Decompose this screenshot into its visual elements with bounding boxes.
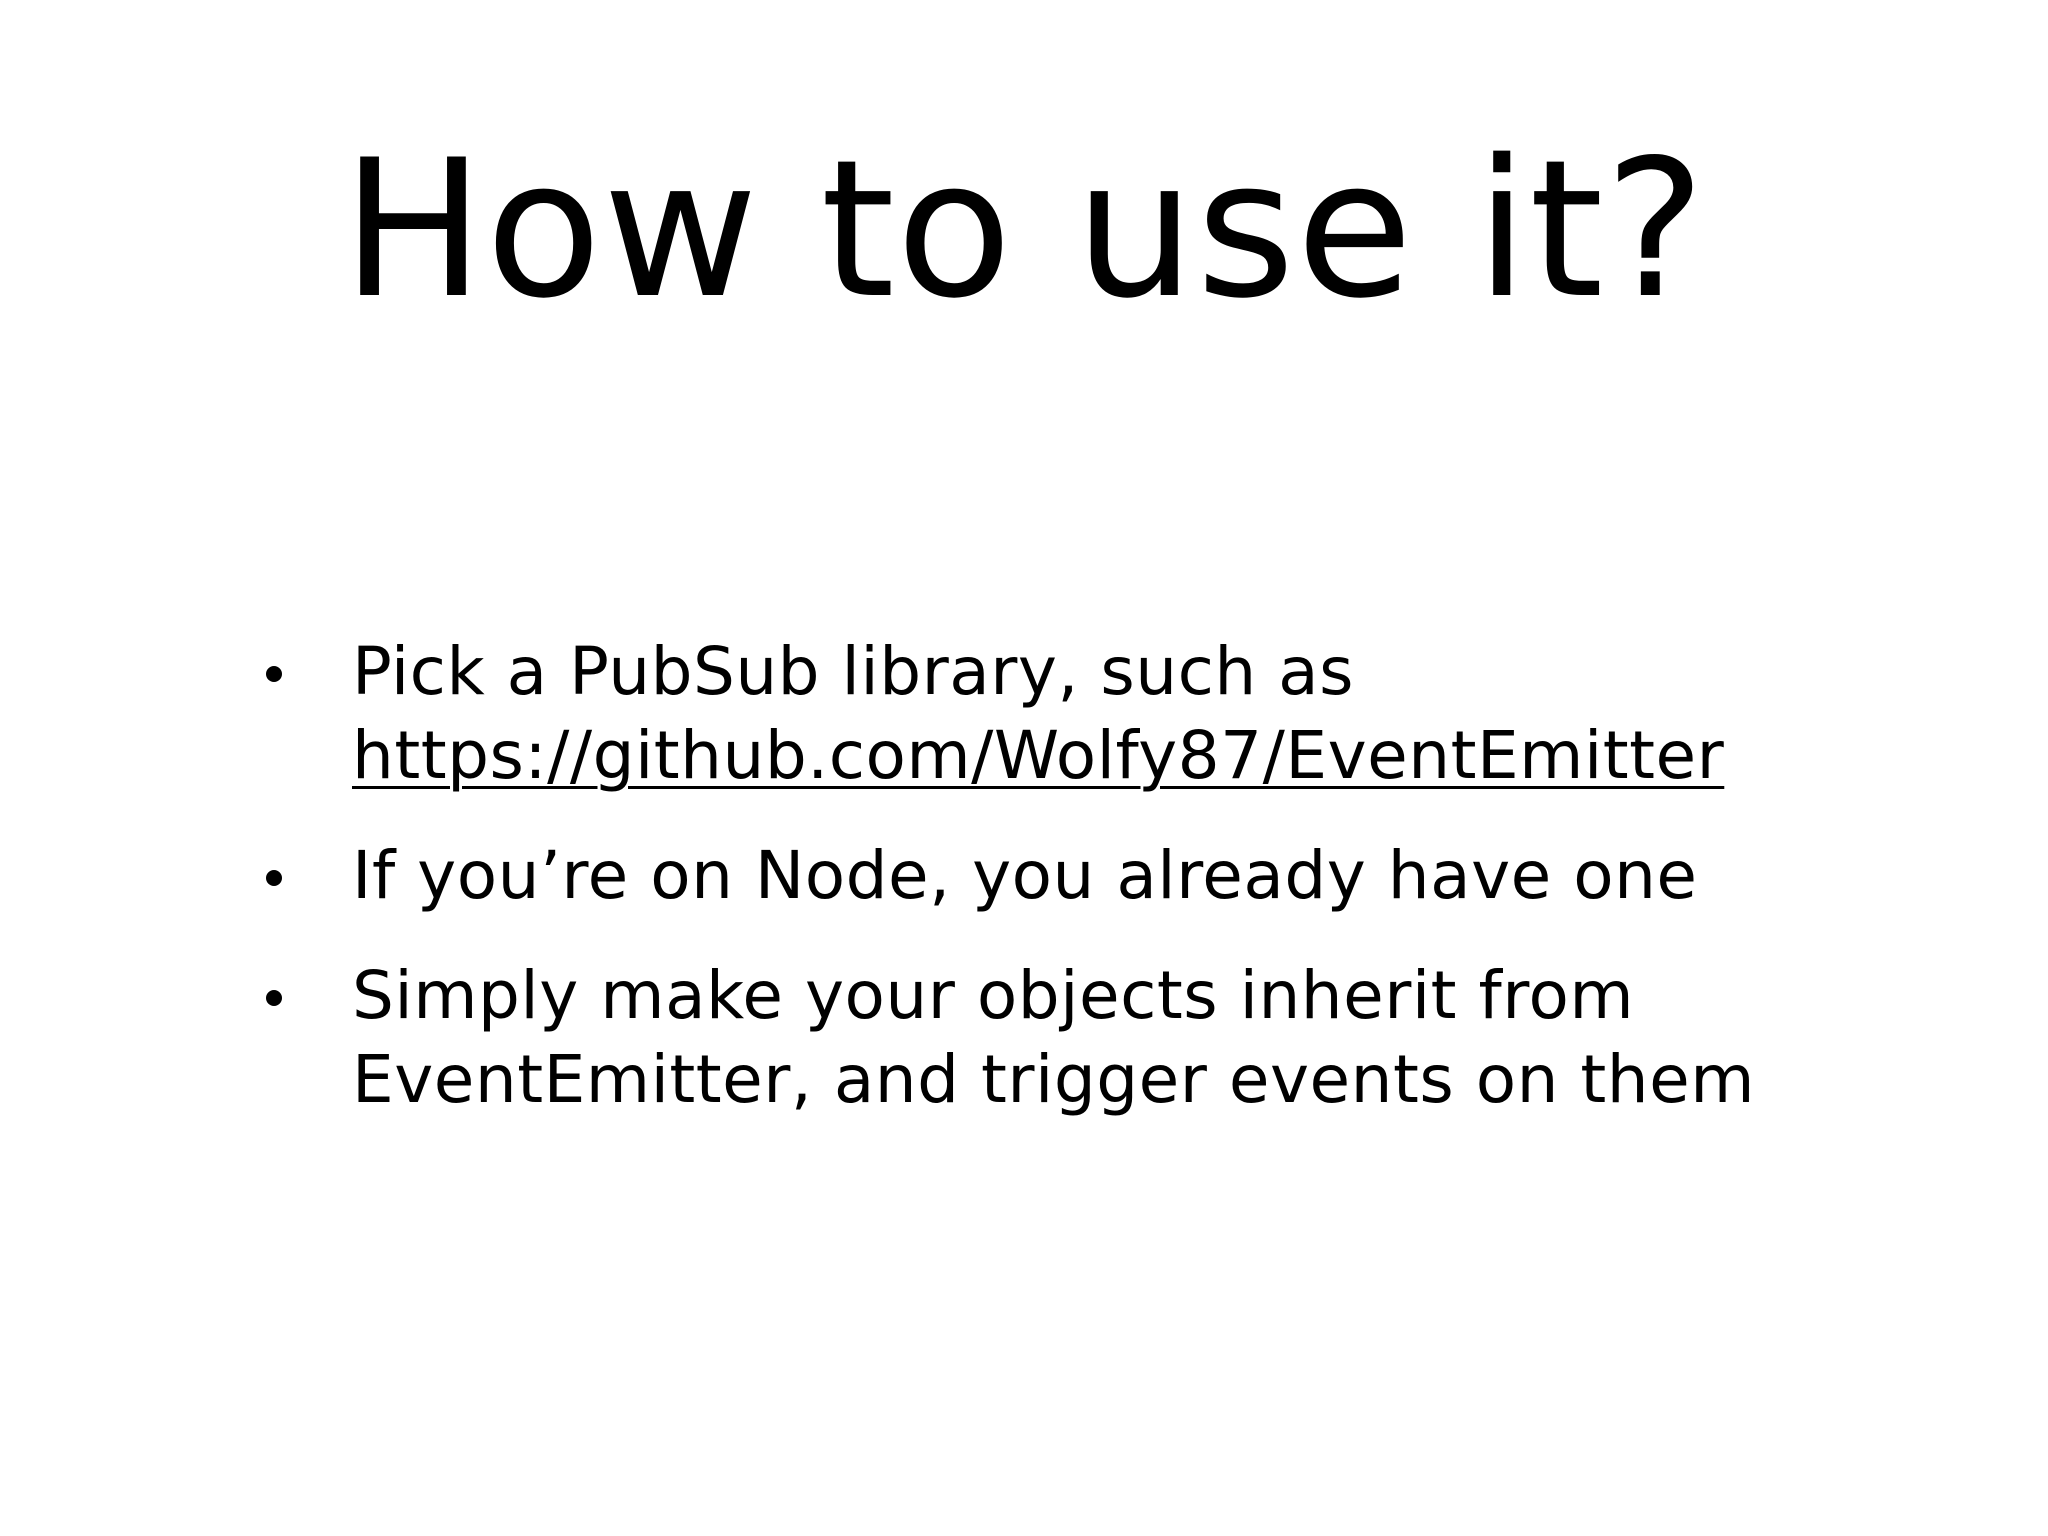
bullet-text: Pick a PubSub library, such as <box>352 633 1355 710</box>
bullet-item-inherit <box>260 954 1940 1122</box>
bullet-icon <box>266 990 282 1006</box>
bullet-icon <box>266 666 282 682</box>
bullet-list <box>260 630 1940 1158</box>
bullet-text: If you’re on Node, you already have one <box>352 837 1698 914</box>
eventemitter-link[interactable]: https://github.com/Wolfy87/EventEmitter <box>352 717 1725 794</box>
bullet-item-node <box>260 834 1940 918</box>
bullet-item-pubsub <box>260 630 1940 798</box>
bullet-text-line-2: EventEmitter, and trigger events on them <box>352 1041 1756 1118</box>
bullet-text-line-1: Simply make your objects inherit from <box>352 957 1635 1034</box>
bullet-icon <box>266 870 282 886</box>
slide-title: How to use it? <box>341 119 1707 340</box>
